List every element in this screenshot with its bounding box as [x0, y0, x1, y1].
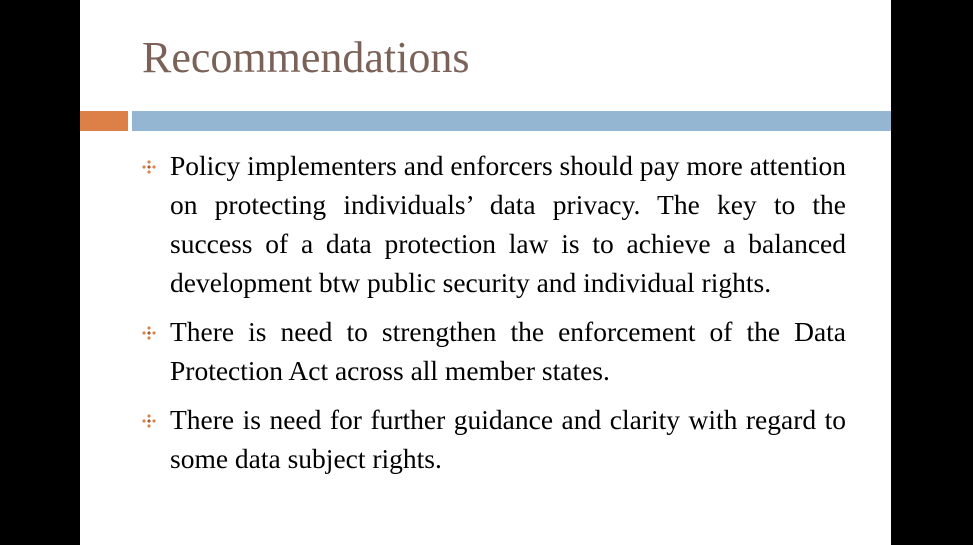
slide-title: Recommendations: [142, 33, 470, 82]
accent-bar-blue: [132, 111, 891, 131]
bullet-text: There is need for further guidance and clarity with regard to some data subject rights.: [170, 404, 846, 474]
presentation-slide: [80, 0, 891, 545]
accent-bar-orange: [80, 111, 128, 131]
bullet-text: There is need to strengthen the enforcement of the Data Protection Act across all member states.: [170, 316, 846, 386]
diamond-cluster-icon: [142, 414, 156, 428]
bullet-item: [142, 146, 846, 302]
diamond-cluster-icon: [142, 326, 156, 340]
diamond-cluster-icon: [142, 160, 156, 174]
bullet-item: [142, 400, 846, 478]
bullet-text: Policy implementers and enforcers should pay more attention on protecting individuals’ data privacy. The key to the success of a data protection law is to achieve a balanced development btw public security and individual rights.: [170, 150, 846, 298]
bullet-item: [142, 312, 846, 390]
bullet-list: [142, 146, 846, 488]
